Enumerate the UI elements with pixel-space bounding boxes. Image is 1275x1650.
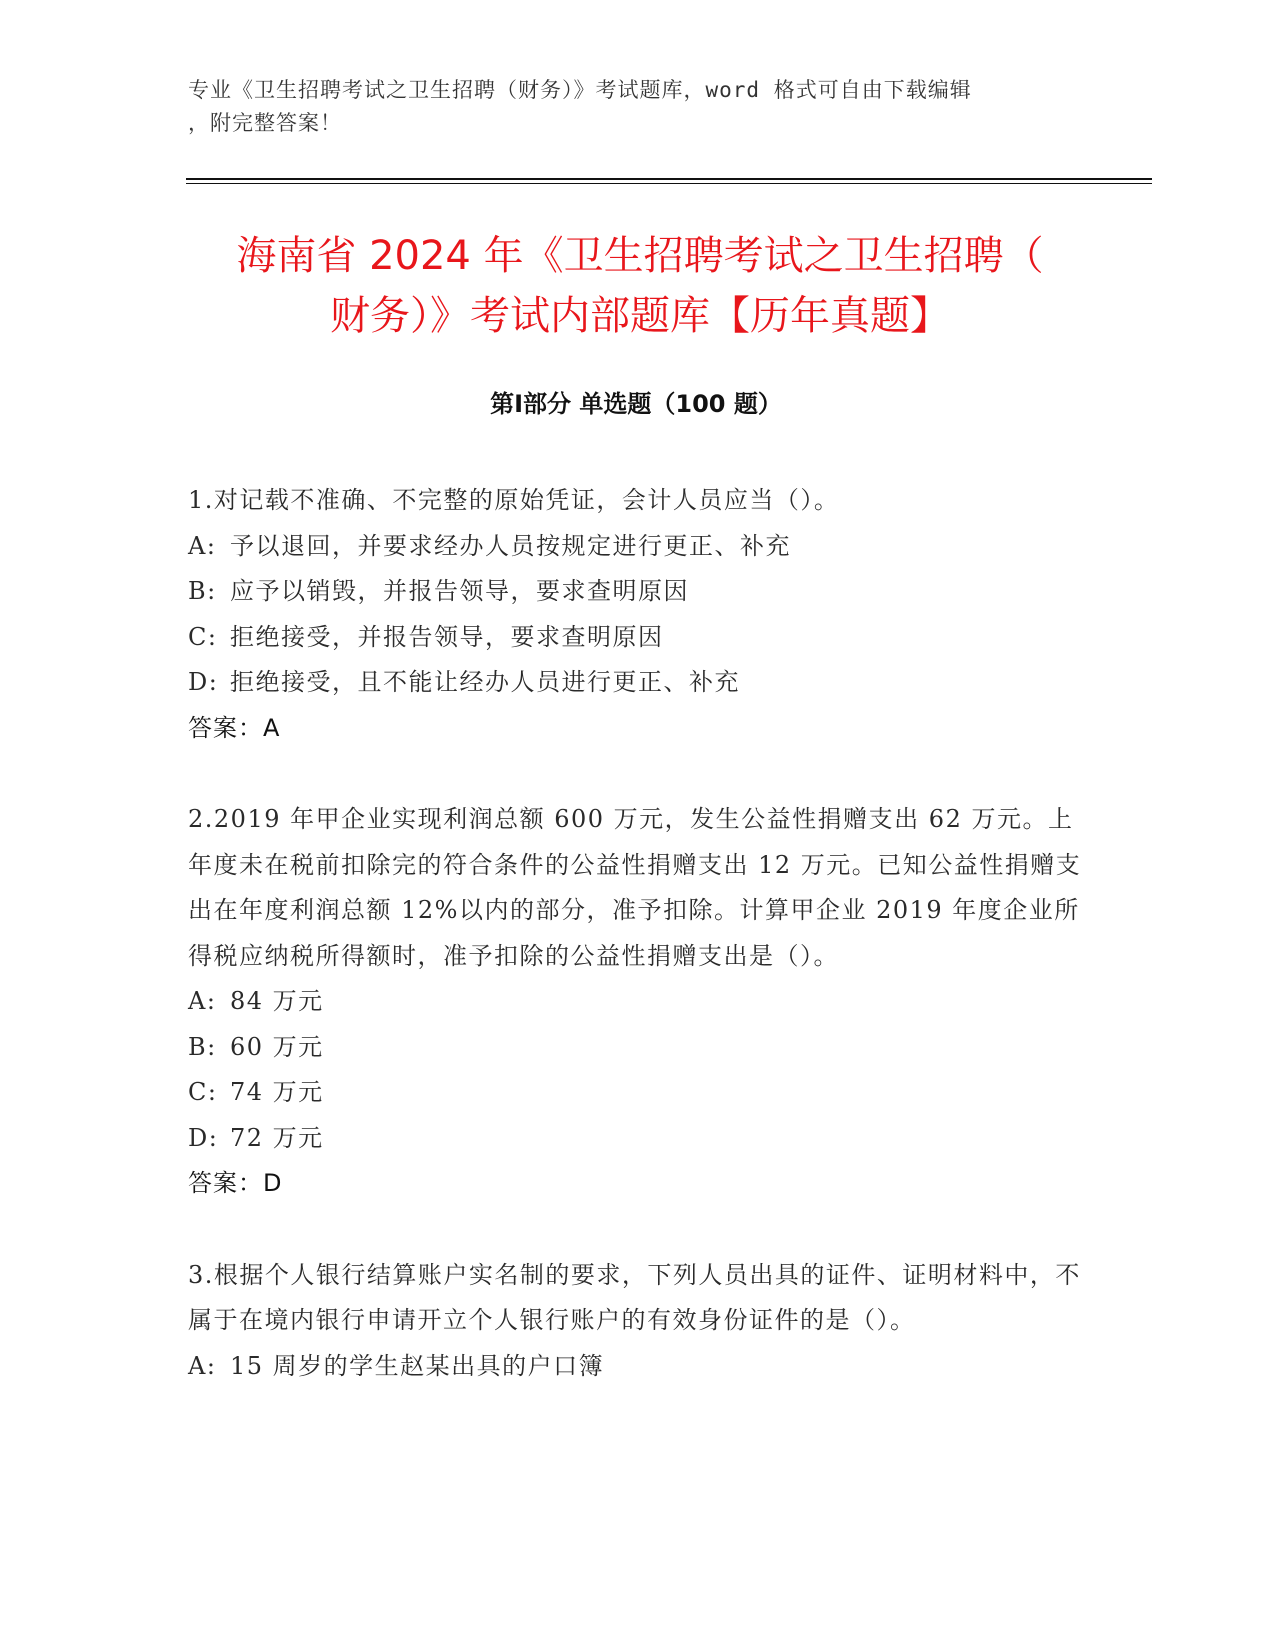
option-text: 74 万元 [230,1078,324,1106]
document-title-line-1: 海南省 2024 年《卫生招聘考试之卫生招聘（ [236,233,1044,279]
section-title: 第Ⅰ部分 单选题（100 题） [490,390,782,418]
document-title [180,226,1100,346]
option-a [188,524,1083,570]
option-letter: C: [188,1078,218,1106]
option-d [188,1116,1083,1162]
option-letter: A: [188,1351,217,1380]
answer-label: 答案：D [188,1169,283,1197]
question-stem: 2.2019 年甲企业实现利润总额 600 万元，发生公益性捐赠支出 62 万元。上年度未在税前扣除完的符合条件的公益性捐赠支出 12 万元。已知公益性捐赠支出在年度利润总额 12%以内的部分，准予扣除。计算甲企业 2019 年度企业所得税应纳税所得额时，准予扣除的公益性捐赠支出是（）。 [188,805,1082,970]
option-letter: B: [188,1032,217,1061]
option-d [188,660,1083,706]
option-text: 拒绝接受，并报告领导，要求查明原因 [230,622,664,651]
option-text: 72 万元 [230,1123,324,1152]
option-letter: B: [188,577,217,605]
option-letter: D: [188,1123,219,1152]
option-b [188,569,1083,615]
question-2 [188,797,1083,1207]
option-text: 拒绝接受，且不能让经办人员进行更正、补充 [230,668,740,696]
header-divider-thick [186,178,1152,180]
option-letter: D: [188,668,219,696]
question-1 [188,478,1083,751]
header-note-line-1: 专业《卫生招聘考试之卫生招聘（财务）》考试题库，word 格式可自由下载编辑 [188,78,972,102]
option-text: 应予以销毁，并报告领导，要求查明原因 [230,577,689,605]
question-3 [188,1253,1083,1390]
option-letter: A: [188,531,217,560]
question-stem: 1.对记载不准确、不完整的原始凭证，会计人员应当（）。 [188,486,840,514]
option-c [188,1070,1083,1116]
option-c [188,615,1083,661]
option-a [188,979,1083,1025]
option-letter: C: [188,622,218,651]
header-note-line-2: ，附完整答案！ [188,111,342,135]
header-divider-thin [186,183,1152,184]
header-note [188,74,1068,140]
option-text: 予以退回，并要求经办人员按规定进行更正、补充 [230,531,791,560]
option-text: 60 万元 [230,1032,324,1061]
answer-label: 答案：A [188,713,281,742]
option-b [188,1025,1083,1071]
option-text: 84 万元 [230,987,324,1015]
option-a [188,1344,1083,1390]
option-letter: A: [188,987,217,1015]
question-stem: 3.根据个人银行结算账户实名制的要求，下列人员出具的证件、证明材料中，不属于在境内银行申请开立个人银行账户的有效身份证件的是（）。 [188,1260,1081,1334]
question-list [188,478,1083,1435]
option-text: 15 周岁的学生赵某出具的户口簿 [230,1351,605,1380]
document-title-line-2: 财务）》考试内部题库【历年真题】 [330,293,950,339]
